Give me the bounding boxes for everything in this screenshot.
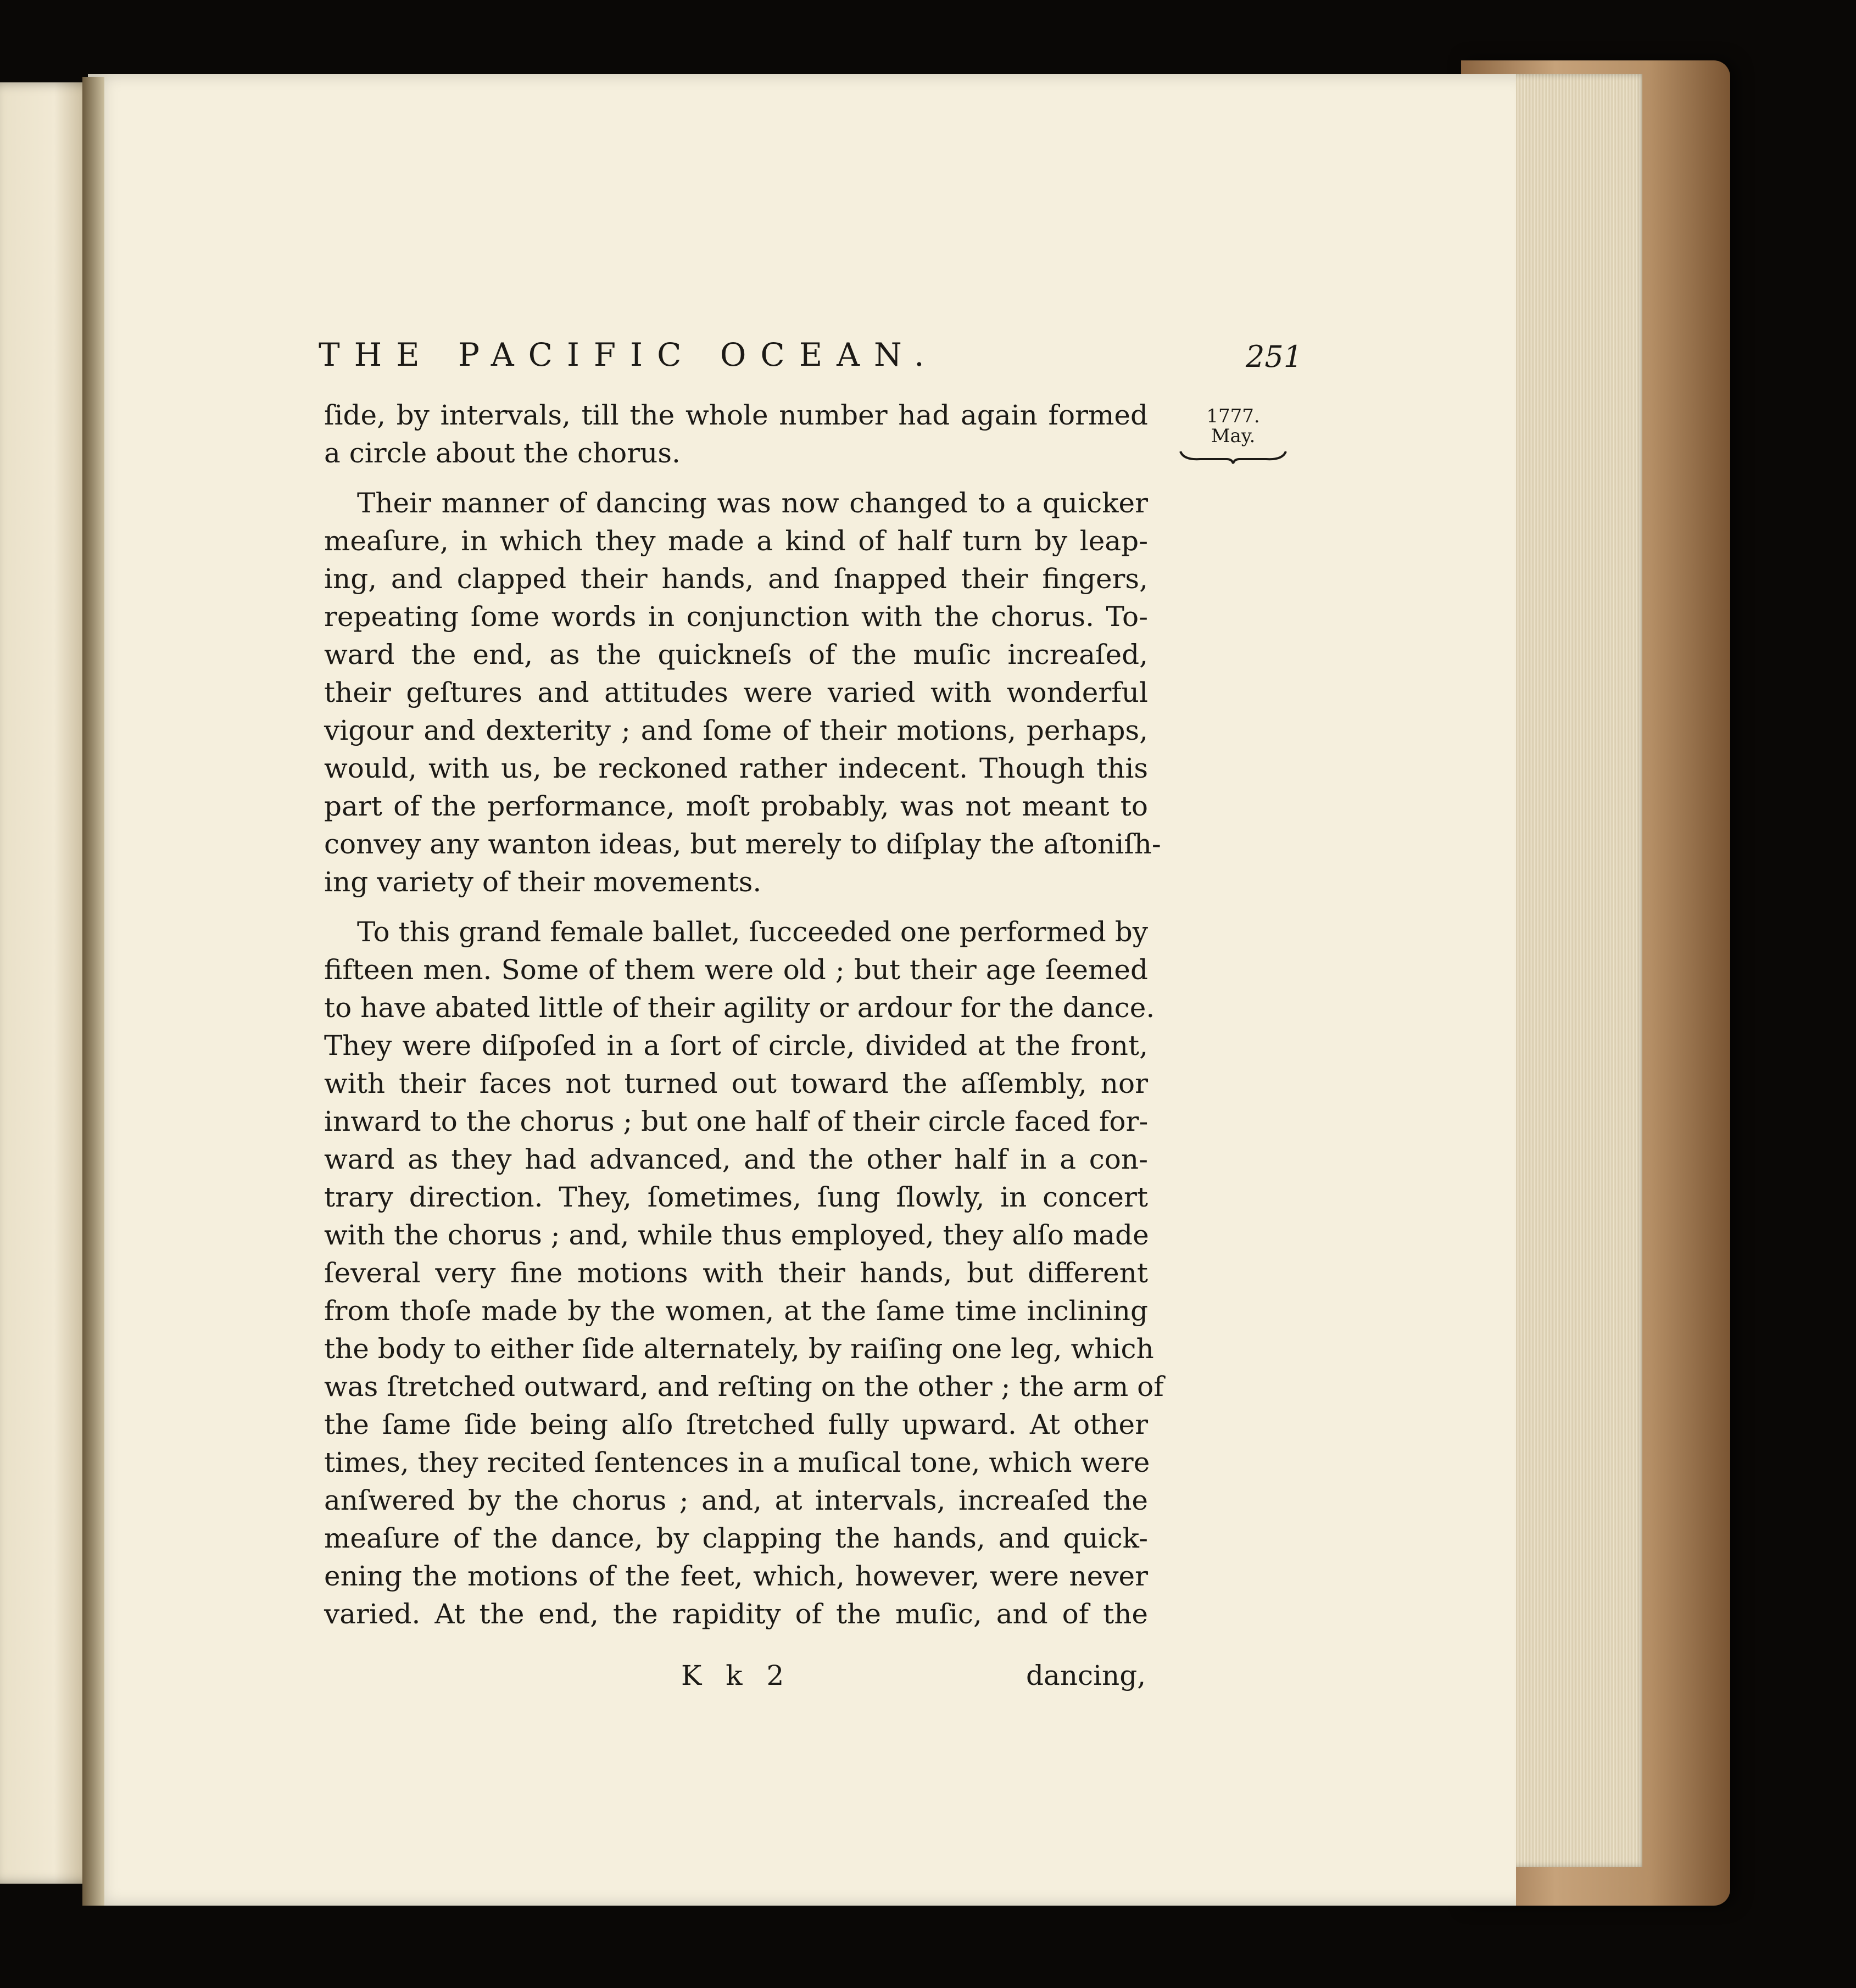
text-line: meaſure of the dance, by clapping the hands, and quick- <box>324 1522 1148 1554</box>
page-block-edge <box>1505 74 1642 1867</box>
catchword: dancing, <box>1026 1660 1146 1691</box>
text-line: ſeveral very fine motions with their hands, but different <box>324 1257 1148 1289</box>
text-line: vigour and dexterity ; and ſome of their motions, perhaps, <box>324 714 1148 746</box>
text-line: from thoſe made by the women, at the ſame time inclining <box>324 1295 1148 1327</box>
text-line: ward as they had advanced, and the other half in a con- <box>324 1143 1148 1175</box>
paragraph-continued <box>324 397 1148 472</box>
text-line: fifteen men. Some of them were old ; but their age ſeemed <box>324 954 1148 986</box>
text-line: with their faces not turned out toward the aſſembly, nor <box>324 1068 1148 1099</box>
text-line: times, they recited ſentences in a muſical tone, which were <box>324 1447 1150 1478</box>
text-line: the ſame ſide being alſo ſtretched fully upward. At other <box>324 1409 1148 1440</box>
text-line: with the chorus ; and, while thus employed, they alſo made <box>324 1219 1149 1251</box>
page-number: 251 <box>1246 339 1303 374</box>
text-line: anſwered by the chorus ; and, at intervals, increaſed the <box>324 1484 1148 1516</box>
text-line: meaſure, in which they made a kind of half turn by leap- <box>324 525 1148 557</box>
text-line: part of the performance, moſt probably, was not meant to <box>324 790 1148 822</box>
text-line: would, with us, be reckoned rather indecent. Though this <box>324 752 1148 784</box>
text-line: Their manner of dancing was now changed to a quicker <box>357 487 1148 519</box>
text-line: varied. At the end, the rapidity of the muſic, and of the <box>324 1598 1148 1630</box>
brace-ornament <box>1178 448 1288 465</box>
text-line: They were diſpoſed in a ſort of circle, divided at the front, <box>324 1030 1148 1062</box>
text-line: ſide, by intervals, till the whole number had again formed <box>324 399 1148 431</box>
signature-mark: K k 2 <box>681 1660 792 1691</box>
text-line: trary direction. They, ſometimes, ſung ſlowly, in concert <box>324 1181 1148 1213</box>
text-line: convey any wanton ideas, but merely to diſplay the aſtoniſh- <box>324 828 1161 860</box>
text-line: was ſtretched outward, and reſting on the other ; the arm of <box>324 1371 1164 1403</box>
margin-date-note <box>1175 406 1291 465</box>
text-line: ing, and clapped their hands, and ſnapped their fingers, <box>324 563 1148 595</box>
margin-year: 1777. <box>1206 405 1260 427</box>
book-gutter <box>82 77 104 1906</box>
text-line: ing variety of their movements. <box>324 866 762 898</box>
text-line: ward the end, as the quickneſs of the muſic increaſed, <box>324 639 1148 671</box>
text-line: to have abated little of their agility or ardour for the dance. <box>324 992 1155 1024</box>
paragraph-male-ballet <box>324 913 1164 1633</box>
paragraph-quicker-measure <box>324 484 1161 901</box>
text-line: a circle about the chorus. <box>324 437 681 469</box>
text-line: the body to either ſide alternately, by raiſing one leg, which <box>324 1333 1154 1365</box>
running-title: THE PACIFIC OCEAN. <box>319 336 939 373</box>
body-text <box>324 397 1164 1633</box>
text-line: their geſtures and attitudes were varied with wonderful <box>324 677 1148 708</box>
text-line: To this grand female ballet, ſucceeded one performed by <box>357 916 1148 948</box>
text-line: ening the motions of the feet, which, however, were never <box>324 1560 1148 1592</box>
text-line: repeating ſome words in conjunction with the chorus. To- <box>324 601 1148 633</box>
text-line: inward to the chorus ; but one half of their circle faced for- <box>324 1105 1149 1137</box>
margin-month: May. <box>1211 425 1256 447</box>
